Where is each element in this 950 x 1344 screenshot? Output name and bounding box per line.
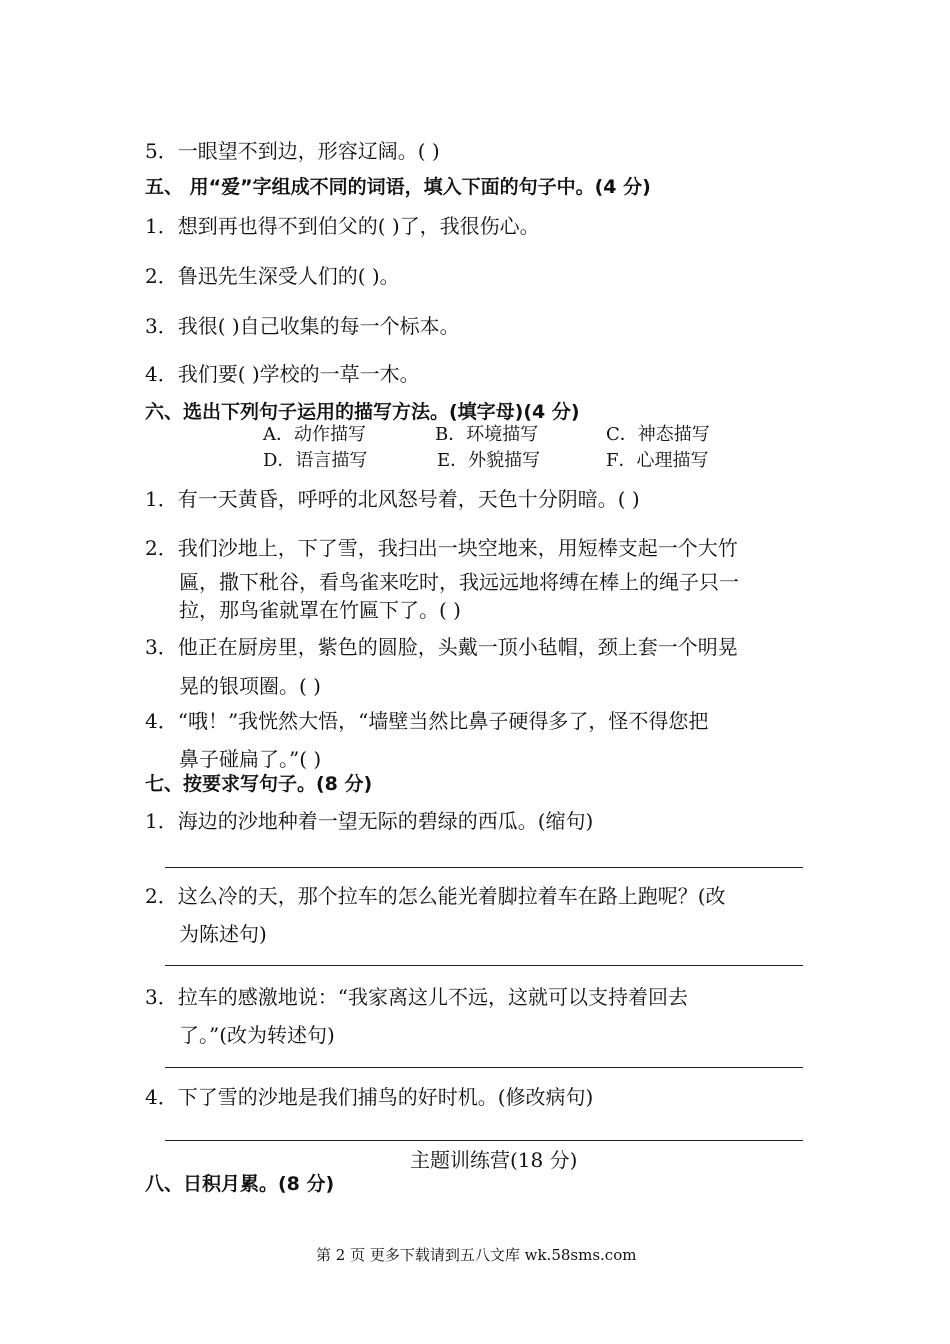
section-5-item-1: 1．想到再也得不到伯父的( )了，我很伤心。	[145, 214, 540, 238]
section-7-item-4: 4．下了雪的沙地是我们捕鸟的好时机。(修改病句)	[145, 1085, 594, 1109]
section-7-item-2-line-1: 2．这么冷的天，那个拉车的怎么能光着脚拉着车在路上跑呢？(改	[145, 884, 726, 908]
question-4-item-5: 5．一眼望不到边，形容辽阔。( )	[145, 139, 440, 163]
section-5-item-3: 3．我很( )自己收集的每一个标本。	[145, 314, 460, 338]
option-b: B．环境描写	[435, 424, 539, 445]
section-7-item-3-line-1: 3．拉车的感激地说：“我家离这儿不远，这就可以支持着回去	[145, 985, 688, 1009]
section-7-item-1: 1．海边的沙地种着一望无际的碧绿的西瓜。(缩句)	[145, 809, 594, 833]
section-7-heading: 七、按要求写句子。(8 分)	[145, 773, 373, 795]
answer-line-1[interactable]	[165, 867, 803, 868]
option-e: E．外貌描写	[437, 450, 541, 471]
section-6-item-2-line-2: 匾，撒下秕谷，看鸟雀来吃时，我远远地将缚在棒上的绳子只一	[179, 570, 739, 594]
answer-line-4[interactable]	[165, 1140, 803, 1141]
answer-line-3[interactable]	[165, 1067, 803, 1068]
option-c: C．神态描写	[606, 424, 710, 445]
section-7-item-3-line-2: 了。”(改为转述句)	[179, 1023, 335, 1047]
page-footer: 第 2 页 更多下载请到五八文库 wk.58sms.com	[316, 1246, 637, 1264]
section-7-item-2-line-2: 为陈述句)	[179, 922, 267, 946]
section-5-item-2: 2．鲁迅先生深受人们的( )。	[145, 264, 400, 288]
section-6-heading: 六、选出下列句子运用的描写方法。(填字母)(4 分)	[145, 401, 580, 423]
section-6-item-1: 1．有一天黄昏，呼呼的北风怒号着，天色十分阴暗。( )	[145, 487, 640, 511]
option-a: A．动作描写	[263, 424, 366, 445]
section-6-item-2-line-1: 2．我们沙地上，下了雪，我扫出一块空地来，用短棒支起一个大竹	[145, 536, 738, 560]
option-f: F．心理描写	[606, 450, 709, 471]
option-d: D．语言描写	[263, 450, 368, 471]
section-6-item-2-line-3: 拉，那鸟雀就罩在竹匾下了。( )	[179, 598, 461, 622]
section-6-item-4-line-1: 4．“哦！”我恍然大悟，“墙壁当然比鼻子硬得多了，怪不得您把	[145, 709, 709, 733]
section-title: 主题训练营(18 分)	[410, 1148, 578, 1172]
section-6-item-3-line-1: 3．他正在厨房里，紫色的圆脸，头戴一顶小毡帽，颈上套一个明晃	[145, 635, 738, 659]
section-6-item-3-line-2: 晃的银项圈。( )	[179, 674, 321, 698]
section-8-heading: 八、日积月累。(8 分)	[145, 1173, 335, 1195]
section-6-item-4-line-2: 鼻子碰扁了。”( )	[179, 747, 322, 771]
section-5-heading: 五、 用“爱”字组成不同的词语，填入下面的句子中。(4 分)	[145, 176, 651, 198]
answer-line-2[interactable]	[165, 965, 803, 966]
section-5-item-4: 4．我们要( )学校的一草一木。	[145, 362, 420, 386]
